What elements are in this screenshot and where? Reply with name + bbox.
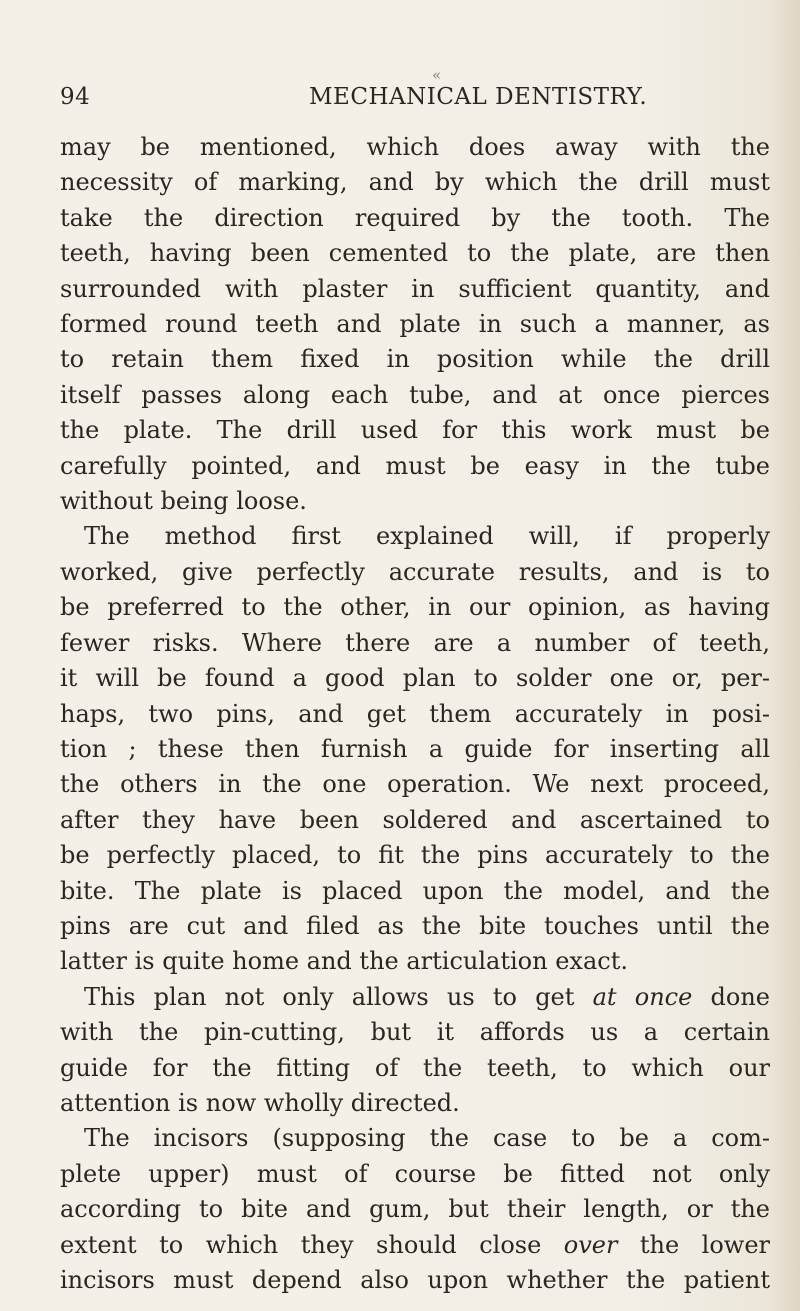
body-text bbox=[60, 130, 770, 1298]
text-segment: done bbox=[692, 982, 771, 1011]
italic-emphasis: at once bbox=[592, 982, 693, 1011]
text-line: the plate. The drill used for this work must be bbox=[60, 416, 770, 445]
text-line: bite. The plate is placed upon the model, and the bbox=[60, 876, 770, 905]
running-head bbox=[60, 84, 760, 114]
text-line bbox=[60, 980, 770, 1015]
text-line: incisors must depend also upon whether the patient bbox=[60, 1266, 770, 1294]
text-line: be perfectly placed, to fit the pins accurately to the bbox=[60, 841, 770, 870]
text-line: take the direction required by the tooth. The bbox=[60, 203, 770, 232]
text-line: carefully pointed, and must be easy in the tube bbox=[60, 451, 770, 480]
text-line: attention is now wholly directed. bbox=[60, 1088, 460, 1117]
text-line: surrounded with plaster in sufficient quantity, and bbox=[60, 274, 770, 303]
page-mark: « bbox=[432, 66, 442, 84]
text-line: be preferred to the other, in our opinion, as having bbox=[60, 593, 770, 622]
running-title: MECHANICAL DENTISTRY. bbox=[309, 84, 648, 110]
text-line: itself passes along each tube, and at once pierces bbox=[60, 380, 770, 409]
text-line: pins are cut and filed as the bite touches until the bbox=[60, 911, 770, 940]
text-line: fewer risks. Where there are a number of teeth, bbox=[60, 628, 770, 657]
text-line: the others in the one operation. We next proceed, bbox=[60, 770, 770, 799]
italic-emphasis: over bbox=[563, 1230, 618, 1259]
text-line: to retain them fixed in position while the drill bbox=[60, 345, 770, 374]
text-line: The incisors (supposing the case to be a com- bbox=[84, 1124, 770, 1153]
text-line: guide for the fitting of the teeth, to which our bbox=[60, 1053, 770, 1082]
text-line: teeth, having been cemented to the plate, are then bbox=[60, 239, 770, 268]
text-line: formed round teeth and plate in such a manner, as bbox=[60, 310, 770, 339]
text-line: with the pin-cutting, but it affords us a certain bbox=[60, 1018, 770, 1047]
text-line bbox=[60, 1228, 770, 1263]
text-segment: extent to which they should close bbox=[60, 1230, 564, 1259]
text-line: worked, give perfectly accurate results, and is to bbox=[60, 557, 770, 586]
text-line: necessity of marking, and by which the drill must bbox=[60, 168, 770, 197]
text-line: latter is quite home and the articulation exact. bbox=[60, 947, 628, 976]
text-line: may be mentioned, which does away with the bbox=[60, 133, 770, 161]
text-line: without being loose. bbox=[60, 487, 307, 516]
text-line: plete upper) must of course be fitted not only bbox=[60, 1159, 770, 1188]
text-segment: This plan not only allows us to get bbox=[84, 982, 593, 1011]
page-number: 94 bbox=[60, 84, 91, 110]
text-line: after they have been soldered and ascertained to bbox=[60, 805, 770, 834]
text-line: according to bite and gum, but their length, or the bbox=[60, 1195, 770, 1224]
text-line: tion ; these then furnish a guide for inserting all bbox=[60, 734, 770, 763]
text-line: haps, two pins, and get them accurately in posi- bbox=[60, 699, 770, 728]
text-line: The method first explained will, if properly bbox=[84, 522, 770, 551]
text-line: it will be found a good plan to solder one or, per- bbox=[60, 664, 770, 693]
text-segment: the lower bbox=[617, 1230, 771, 1259]
